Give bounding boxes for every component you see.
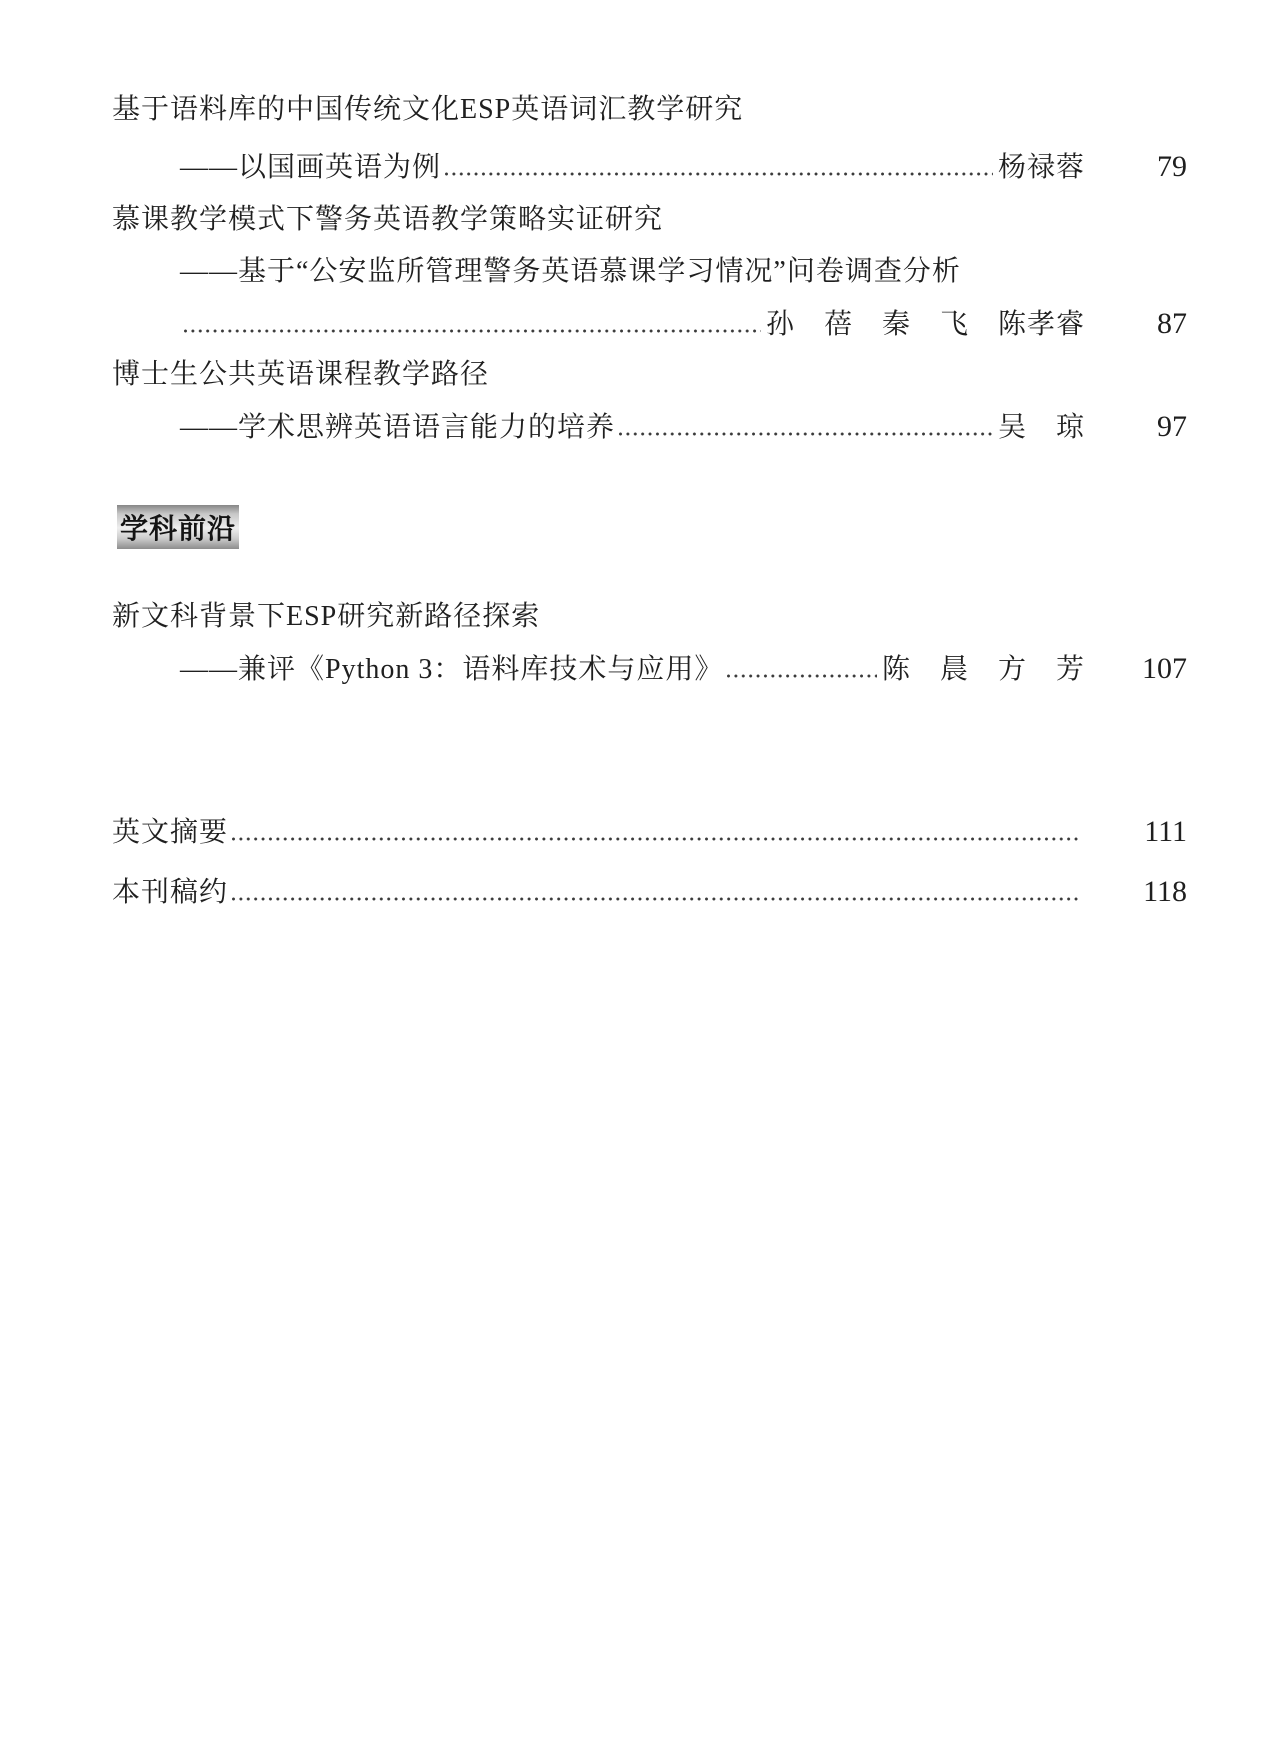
toc-entry-title (112, 598, 1187, 636)
entry-subtitle-text: ——基于“公安监所管理警务英语慕课学习情况”问卷调查分析 (180, 256, 961, 287)
entry-authors: 孙 蓓 秦 飞 陈孝睿 (765, 309, 1085, 340)
toc-entry-subtitle-row (112, 650, 1187, 689)
entry-authors: 吴 琼 (997, 412, 1085, 443)
dotted-leader (445, 172, 993, 176)
toc-backmatter-row (112, 813, 1187, 852)
section-heading-badge (117, 505, 239, 549)
dotted-leader (184, 329, 761, 333)
entry-title-text: 基于语料库的中国传统文化ESP英语词汇教学研究 (112, 94, 744, 125)
toc-backmatter-row (112, 873, 1187, 912)
entry-page-number: 87 (1157, 307, 1187, 340)
toc-entry-title (112, 356, 1187, 394)
toc-entry-subtitle-row (112, 148, 1187, 187)
entry-page-number: 118 (1143, 875, 1187, 908)
toc-content (112, 0, 1187, 1751)
backmatter-title-text: 英文摘要 (112, 817, 229, 848)
toc-entry-title (112, 91, 1187, 129)
entry-page-number: 97 (1157, 410, 1187, 443)
entry-subtitle-text: ——学术思辨英语语言能力的培养 (180, 412, 616, 443)
backmatter-title-text: 本刊稿约 (112, 877, 229, 908)
entry-page-number: 107 (1142, 652, 1187, 685)
toc-entry-title (112, 201, 1187, 239)
entry-subtitle-text: ——兼评《Python 3：语料库技术与应用》 (180, 654, 724, 685)
entry-authors: 陈 晨 方 芳 (881, 654, 1085, 685)
toc-entry-authors-row (112, 305, 1187, 344)
entry-page-number: 79 (1157, 150, 1187, 183)
entry-page-number: 111 (1144, 815, 1187, 848)
toc-entry-subtitle-row (112, 253, 1187, 291)
entry-title-text: 博士生公共英语课程教学路径 (112, 359, 490, 390)
dotted-leader (232, 897, 1080, 901)
section-heading-label: 学科前沿 (119, 514, 236, 545)
dotted-leader (619, 432, 993, 436)
entry-title-text: 新文科背景下ESP研究新路径探索 (112, 601, 541, 632)
entry-title-text: 慕课教学模式下警务英语教学策略实证研究 (112, 204, 664, 235)
entry-subtitle-text: ——以国画英语为例 (180, 152, 442, 183)
toc-entry-subtitle-row (112, 408, 1187, 447)
dotted-leader (232, 837, 1080, 841)
dotted-leader (727, 674, 877, 678)
entry-authors: 杨禄蓉 (997, 152, 1085, 183)
